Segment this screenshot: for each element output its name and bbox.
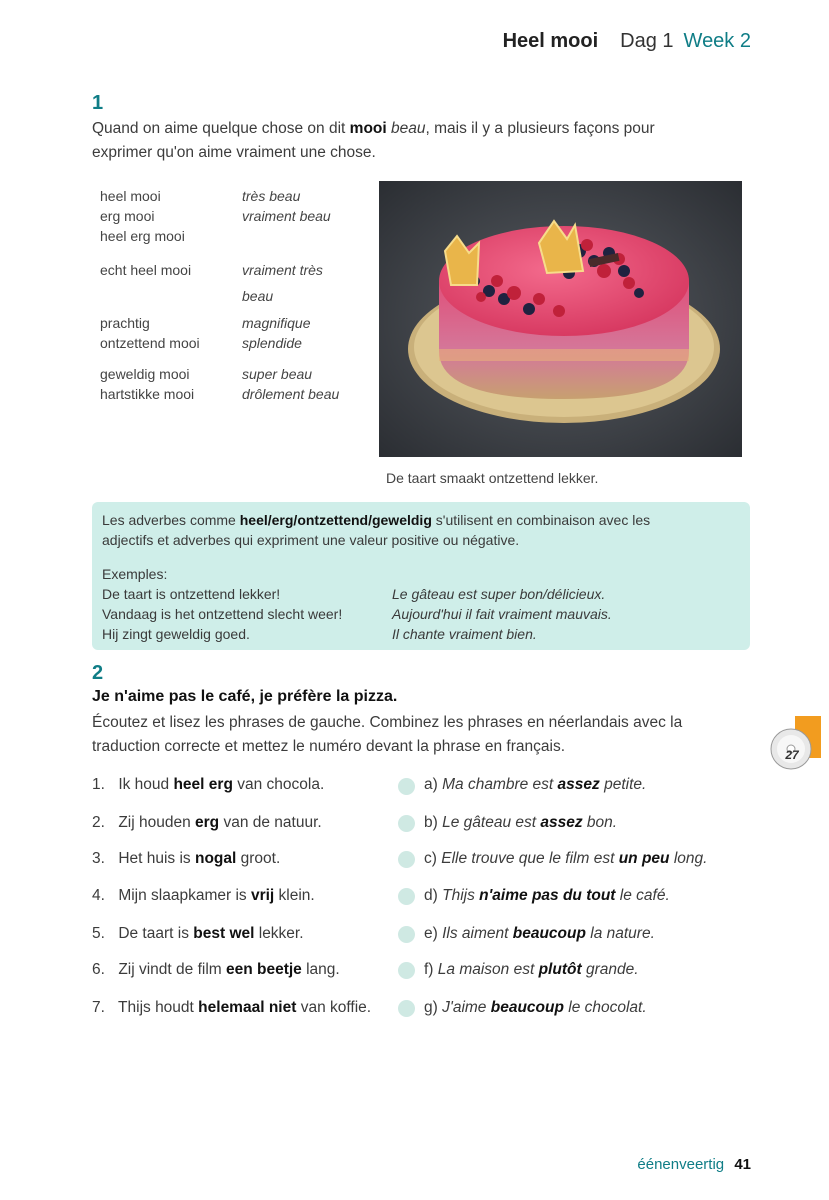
sentence-text [438,961,639,978]
vocab-nl: geweldig mooi [100,366,190,382]
sentence-letter: d) [424,887,438,904]
sentence-text-end: lang. [301,961,340,978]
sentence-text-end: long. [669,850,708,867]
day-label: Dag 1 [620,30,674,52]
nl-sentence-1 [92,776,324,794]
cd-icon[interactable] [770,728,812,770]
sentence-adverb: erg [195,814,220,831]
vocab-nl: ontzettend mooi [100,335,200,351]
page-header [503,30,751,53]
sentence-letter: f) [424,961,434,978]
example-fr: Aujourd'hui il fait vraiment mauvais. [392,606,612,622]
fr-sentence-b [424,814,617,832]
lesson-title: Heel mooi [502,30,599,52]
answer-circle-d[interactable] [398,888,415,905]
vocab-fr: splendide [242,335,302,351]
sentence-text-end: petite. [599,776,647,793]
sentence-adverb: helemaal niet [198,999,297,1016]
example-row [102,584,605,605]
answer-circle-b[interactable] [398,815,415,832]
vocab-fr: vraiment très [242,262,323,278]
sentence-text: Zij vindt de film [118,961,226,978]
cake-photo [379,181,742,457]
answer-circle-c[interactable] [398,851,415,868]
sentence-text-start: Le gâteau est [442,814,541,831]
sentence-text-end: la nature. [585,925,655,942]
info-line-2: adjectifs et adverbes qui expriment une valeur positive ou négative. [102,532,520,548]
sentence-adverb: assez [540,814,583,831]
sentence-text-end: grande. [581,961,639,978]
fr-sentence-c [424,850,707,868]
sentence-number: 7. [92,999,105,1016]
sentence-letter: c) [424,850,437,867]
sentence-text-end: lekker. [254,925,304,942]
example-nl: De taart is ontzettend lekker! [102,586,281,602]
vocab-group-1 [100,186,362,246]
sentence-text [441,850,707,867]
intro-bold-word: mooi [349,120,387,137]
vocab-group-3 [100,313,362,353]
vocab-fr: beau [242,288,274,304]
page-number-word: éénenveertig [637,1156,725,1173]
sentence-text [442,776,646,793]
fr-sentence-e [424,925,655,943]
vocab-fr: très beau [242,188,301,204]
nl-sentence-2 [92,814,322,832]
section-2-instructions [92,711,752,759]
example-row [102,624,537,645]
sentence-adverb: assez [557,776,600,793]
vocab-fr: magnifique [242,315,311,331]
sentence-text-start: Thijs [442,887,480,904]
sentence-letter: e) [424,925,438,942]
week-label: Week 2 [683,30,751,52]
page-footer [637,1156,751,1173]
sentence-number: 6. [92,961,105,978]
sentence-text-end: klein. [274,887,315,904]
section-1-number: 1 [92,92,104,114]
vocab-fr: drôlement beau [242,386,340,402]
example-fr: Le gâteau est super bon/délicieux. [392,586,606,602]
sentence-text: Ik houd [118,776,174,793]
sentence-adverb: best wel [193,925,255,942]
examples-label: Exemples: [102,566,168,582]
example-fr: Il chante vraiment bien. [392,626,537,642]
sentence-number: 5. [92,925,105,942]
example-nl: Hij zingt geweldig goed. [102,626,250,642]
nl-sentence-6 [92,961,340,979]
vocab-nl: echt heel mooi [100,262,192,278]
sentence-number: 2. [92,814,105,831]
sentence-number: 4. [92,887,105,904]
sentence-text-end: van de natuur. [219,814,322,831]
sentence-adverb: vrij [250,887,275,904]
vocab-group-2 [100,257,362,309]
vocab-fr: vraiment beau [242,208,331,224]
vocab-nl: heel erg mooi [100,228,185,244]
sentence-text [442,814,617,831]
sentence-text: Mijn slaapkamer is [118,887,251,904]
sentence-text-start: Elle trouve que le film est [441,850,619,867]
fr-sentence-f [424,961,639,979]
sentence-text-end: van chocola. [232,776,325,793]
vocab-nl: hartstikke mooi [100,386,195,402]
sentence-text-end: van koffie. [296,999,372,1016]
intro-italic-word: beau [391,120,426,137]
answer-circle-f[interactable] [398,962,415,979]
sentence-text-end: groot. [236,850,281,867]
answer-circle-g[interactable] [398,1000,415,1017]
nl-sentence-3 [92,850,280,868]
vocab-nl: prachtig [100,315,150,331]
sentence-text: Het huis is [118,850,195,867]
sentence-adverb: n'aime pas du tout [479,887,616,904]
sentence-text-start: J'aime [442,999,491,1016]
nl-sentence-4 [92,887,315,905]
instr-line-1: Écoutez et lisez les phrases de gauche. Combinez les phrases en néerlandais avec la [92,714,683,731]
nl-sentence-7 [92,999,371,1017]
vocab-nl: heel mooi [100,188,161,204]
sentence-number: 1. [92,776,105,793]
sentence-number: 3. [92,850,105,867]
intro-text-end: , mais il y a plusieurs façons pour [425,120,655,137]
info-bold-adverbs: heel/erg/ontzettend/geweldig [239,512,432,528]
sentence-text [442,925,655,942]
sentence-text-start: La maison est [437,961,539,978]
example-row [102,604,612,625]
cd-track-number: 27 [785,748,799,762]
answer-circle-a[interactable] [398,778,415,795]
sentence-adverb: un peu [618,850,670,867]
info-text-end: s'utilisent en combinaison avec les [431,512,651,528]
sentence-adverb: plutôt [538,961,582,978]
section-1-intro [92,117,752,165]
page-number: 41 [734,1156,751,1173]
section-2-title: Je n'aime pas le café, je préfère la pizza. [92,688,398,705]
sentence-text [442,887,670,904]
vocab-nl: erg mooi [100,208,155,224]
sentence-adverb: nogal [194,850,237,867]
vocab-group-4 [100,364,362,404]
info-text [102,510,650,550]
sentence-text-start: Ils aiment [442,925,513,942]
sentence-text [442,999,647,1016]
sentence-text-start: Ma chambre est [442,776,558,793]
sentence-text: De taart is [118,925,194,942]
sentence-letter: b) [424,814,438,831]
intro-text: Quand on aime quelque chose on dit [92,120,350,137]
sentence-text: Zij houden [118,814,196,831]
sentence-adverb: een beetje [225,961,302,978]
sentence-adverb: heel erg [173,776,233,793]
info-text-start: Les adverbes comme [102,512,240,528]
vocab-fr: super beau [242,366,313,382]
nl-sentence-5 [92,925,304,943]
sentence-text-end: bon. [582,814,618,831]
vocab-nl [100,283,242,309]
fr-sentence-a [424,776,646,794]
fr-sentence-g [424,999,647,1017]
sentence-text-end: le café. [615,887,670,904]
answer-circle-e[interactable] [398,926,415,943]
fr-sentence-d [424,887,670,905]
vocab-fr [242,226,362,246]
photo-caption: De taart smaakt ontzettend lekker. [386,470,599,486]
sentence-letter: a) [424,776,438,793]
intro-line-2: exprimer qu'on aime vraiment une chose. [92,144,376,161]
section-2-number: 2 [92,662,104,684]
sentence-letter: g) [424,999,438,1016]
sentence-adverb: beaucoup [512,925,586,942]
grammar-info-box [92,502,750,650]
example-nl: Vandaag is het ontzettend slecht weer! [102,606,343,622]
sentence-adverb: beaucoup [490,999,564,1016]
sentence-text-end: le chocolat. [563,999,647,1016]
sentence-text: Thijs houdt [118,999,199,1016]
instr-line-2: traduction correcte et mettez le numéro devant la phrase en français. [92,738,565,755]
